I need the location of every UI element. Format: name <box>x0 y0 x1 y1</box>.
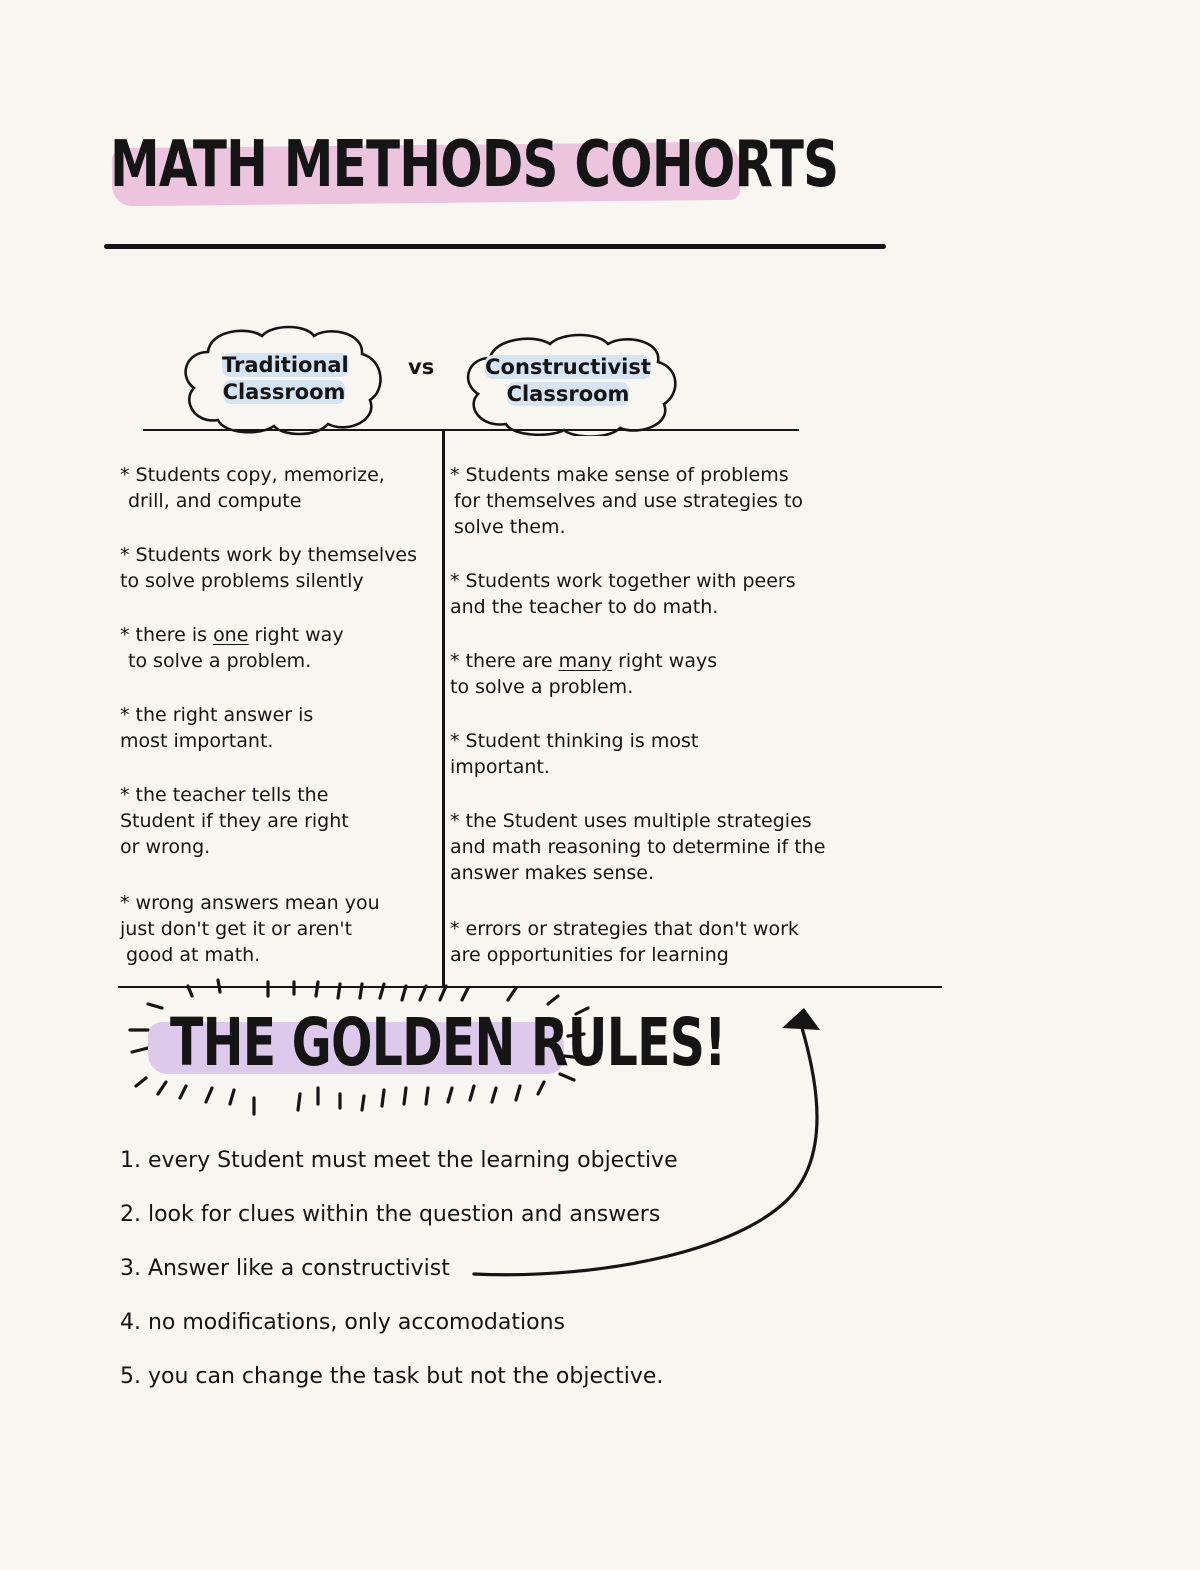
rule-item: 3. Answer like a constructivist <box>120 1256 450 1281</box>
title-underline <box>104 244 886 249</box>
traditional-column <box>120 462 417 968</box>
constructivist-item: * errors or strategies that don't work are opportunities for learning <box>450 918 799 966</box>
t-chart-top-line <box>143 429 799 431</box>
constructivist-item: * there are many right ways to solve a problem. <box>450 650 718 698</box>
traditional-item: * the right answer is most important. <box>120 704 314 752</box>
rule-item: 5. you can change the task but not the objective. <box>120 1364 664 1389</box>
golden-rules-heading: THE GOLDEN RULES! <box>170 1004 726 1081</box>
rule-item: 1. every Student must meet the learning objective <box>120 1148 678 1173</box>
emphasis-many: many <box>558 650 613 672</box>
constructivist-heading-line1: Constructivist <box>485 355 651 379</box>
traditional-heading-line1: Traditional <box>222 353 349 377</box>
constructivist-column <box>450 462 825 968</box>
rule-item: 4. no modifications, only accomodations <box>120 1310 565 1335</box>
emphasis-one: one <box>213 624 249 646</box>
traditional-item: * the teacher tells the Student if they are right or wrong. <box>120 784 349 858</box>
constructivist-heading-line2: Classroom <box>506 382 630 406</box>
traditional-item: * there is one right way to solve a problem. <box>120 624 344 672</box>
traditional-heading <box>222 352 349 406</box>
rule-item: 2. look for clues within the question and answers <box>120 1202 661 1227</box>
constructivist-item: * the Student uses multiple strategies and math reasoning to determine if the answer makes sense. <box>450 810 826 884</box>
traditional-item: * wrong answers mean you just don't get it or aren't good at math. <box>120 892 380 966</box>
curved-arrow-icon <box>460 1000 840 1290</box>
traditional-heading-line2: Classroom <box>222 380 346 404</box>
page-title: MATH METHODS COHORTS <box>110 128 839 202</box>
constructivist-item: * Student thinking is most important. <box>450 730 699 778</box>
t-chart-divider <box>442 430 445 986</box>
traditional-item: * Students copy, memorize, drill, and compute <box>120 464 385 512</box>
constructivist-item: * Students work together with peers and the teacher to do math. <box>450 570 796 618</box>
constructivist-heading <box>484 354 652 408</box>
traditional-item: * Students work by themselves to solve problems silently <box>120 544 418 592</box>
vs-label: vs <box>408 355 435 379</box>
constructivist-item: * Students make sense of problems for themselves and use strategies to solve them. <box>450 464 804 538</box>
